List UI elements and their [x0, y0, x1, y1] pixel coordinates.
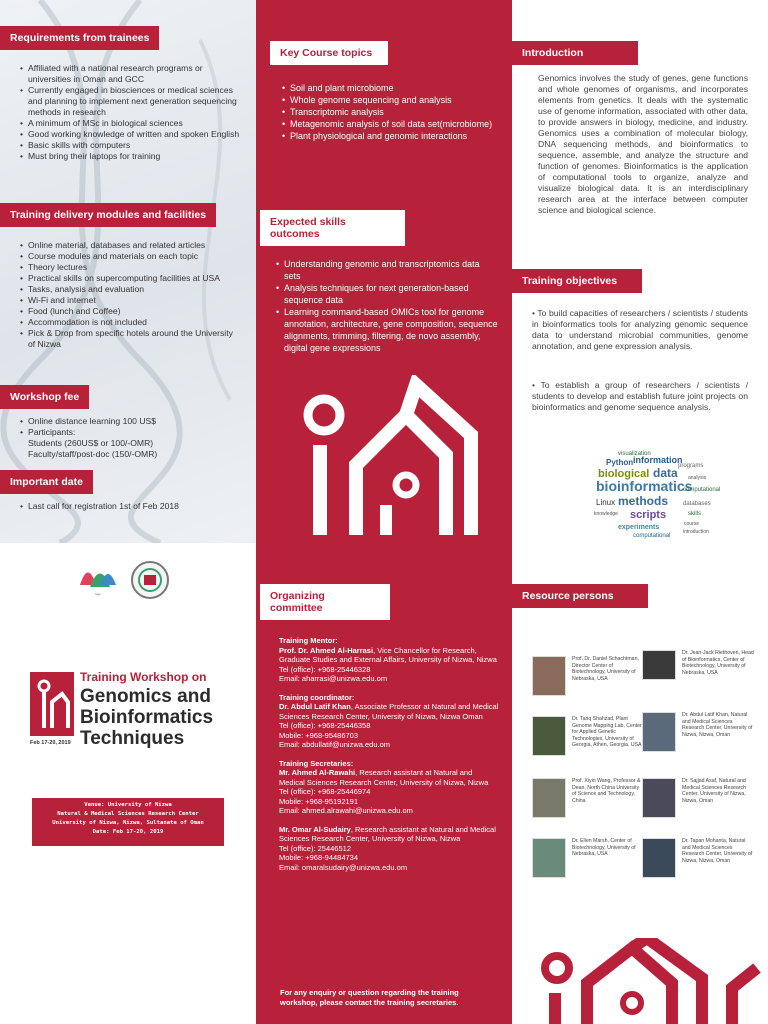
coordinator-name: Dr. Abdul Latif Khan	[279, 702, 351, 711]
list-item: • Theory lectures	[20, 262, 242, 273]
mentor-role: Training Mentor:	[279, 636, 338, 645]
person-photo	[532, 838, 566, 878]
list-item: • Understanding genomic and transcriptomics data sets	[276, 258, 498, 282]
secretaries-role: Training Secretaries:	[279, 758, 354, 768]
enquiry-note: For any enquiry or question regarding the training workshop, please contact the training secretaries.	[280, 988, 459, 1007]
person-desc: Dr. Ellen Marsh, Center of Biotechnology, University of Nebraska, USA	[572, 838, 636, 857]
coordinator-tel: Tel (office): +968-25446358	[279, 721, 371, 730]
list-item: • Food (lunch and Coffee)	[20, 306, 242, 317]
skills-list	[276, 258, 498, 354]
person-photo	[642, 778, 676, 818]
person-photo	[532, 716, 566, 756]
objective-text: To establish a group of researchers / scientists / students to develop and establish future joint projects on bioinformatics and genome sequence analysis.	[532, 380, 748, 412]
mentor-desc: , Vice Chancellor for Research, Graduate Studies and External Affairs, University of Nizwa, Nizwa	[279, 645, 497, 664]
secretary-1-email: Email: ahmed.alrawahi@unizwa.edu.om	[279, 806, 413, 815]
secretary-1-desc: , Research assistant at Natural and Medical Sciences Research Center, University of Nizwa, Nizwa	[279, 768, 489, 787]
person-desc: Prof. Xiyin Wang, Professor & Dean, North China University of Science and Technology, China	[572, 778, 641, 804]
svg-text:logo: logo	[95, 592, 101, 596]
list-item: • A minimum of MSc in biological sciences	[20, 118, 242, 129]
word-cloud	[588, 445, 728, 540]
secretary-2-block	[279, 825, 499, 873]
coordinator-desc: , Associate Professor at Natural and Medical Sciences Research Center, University of Nizwa, Nizwa Oman	[279, 702, 499, 721]
introduction-header: Introduction	[512, 41, 638, 65]
list-item: • Must bring their laptops for training	[20, 151, 242, 162]
objective-text: To build capacities of researchers / scientists / students in bioinformatics tools for analyzing genomic sequence data to understand microbial communities, genome annotation, and gene expression analysis.	[532, 308, 748, 351]
word: visualization	[618, 451, 651, 457]
word: Linux	[596, 498, 616, 507]
list-item: • Wi-Fi and internet	[20, 295, 242, 306]
workshop-date-small: Feb 17-20, 2019	[30, 740, 71, 746]
coordinator-email: Email: abdullatif@unizwa.edu.om	[279, 740, 391, 749]
objectives-1: • To build capacities of researchers / scientists / students in bioinformatics tools for analyzing genomic sequence data to understand microbial communities, genome annotation, and gene expression analysis.	[532, 308, 748, 351]
list-item: • Participants:	[20, 427, 242, 438]
list-item: • Basic skills with computers	[20, 140, 242, 151]
venue-box	[32, 798, 224, 846]
word: biological	[598, 468, 650, 480]
list-item: • Good working knowledge of written and spoken English	[20, 129, 242, 140]
list-item: • Soil and plant microbiome	[282, 82, 497, 94]
list-item: • Currently engaged in biosciences or medical sciences and planning to implement next generation sequencing methods in research	[20, 85, 242, 118]
topics-header: Key Course topics	[270, 41, 388, 65]
person-photo	[642, 712, 676, 752]
word: methods	[618, 494, 669, 508]
word: analysis	[688, 475, 707, 481]
mentor-email: Email: aharrasi@unizwa.edu.om	[279, 674, 388, 683]
institution-logos	[70, 555, 180, 605]
introduction-text: Genomics involves the study of genes, gene functions and whole genomes of organisms, and incorporates elements from genetics. It deals with the systematic use of genome information, associated with other data, to provide answers in biology, medicine, and industry. Genomics uses a combination of molecular biology, DNA sequencing methods, and bioinformatics to sequence, assemble, and analyze the structure and function of genomes. Bioinformatics is the application of computational tools to organize, analyze and visualize biological data. It is an interdisciplinary research area at the interface between computer science and biological science.	[538, 73, 748, 215]
left-bottom-panel	[0, 543, 256, 1024]
mentor-block	[279, 636, 499, 684]
venue-line: Natural & Medical Sciences Research Center	[57, 811, 199, 817]
venue-line: University of Nizwa, Nizwa, Sultanate of Oman	[52, 820, 204, 826]
delivery-header: Training delivery modules and facilities	[0, 203, 216, 227]
secretary-2-name: Mr. Omar Al-Sudairy	[279, 824, 351, 834]
list-item: • Online material, databases and related articles	[20, 240, 242, 251]
mentor-tel: Tel (office): +968-25446328	[279, 664, 371, 674]
circuit-logo-graphic	[296, 375, 496, 543]
list-item: • Online distance learning 100 US$	[20, 416, 242, 427]
requirements-list	[20, 63, 242, 162]
secretary-1-block	[279, 759, 499, 816]
word: course	[684, 521, 700, 527]
word: experiments	[618, 524, 660, 531]
list-item: • Last call for registration 1st of Feb 2018	[20, 501, 242, 512]
list-item: • Affiliated with a national research programs or universities in Oman and GCC	[20, 63, 242, 85]
requirements-header: Requirements from trainees	[0, 26, 159, 50]
word: data	[653, 466, 678, 480]
list-item: • Course modules and materials on each topic	[20, 251, 242, 262]
coordinator-block	[279, 693, 499, 750]
word: skills	[688, 511, 701, 517]
fee-students: Students (260US$ or 100/-OMR)	[28, 438, 154, 448]
fee-list	[20, 416, 242, 438]
delivery-list	[20, 240, 242, 350]
person-desc: Dr. Tariq Shahzad, Plant Genome Mapping Lab, Center for Applied Genetic Technologies, University of Georgia, Athen, Georgia, USA	[572, 716, 642, 748]
objectives-2: • To establish a group of researchers / scientists / students to develop and establish future joint projects on bioinformatics and genome sequence analysis.	[532, 380, 748, 412]
word: information	[633, 455, 683, 465]
mentor-name: Prof. Dr. Ahmed Al-Harrasi	[279, 645, 374, 655]
list-item: • Tasks, analysis and evaluation	[20, 284, 242, 295]
venue-line: Venue: University of Nizwa	[84, 802, 172, 808]
secretary-2-desc: , Research assistant at Natural and Medical Sciences Research Center, University of Nizwa, Nizwa	[279, 824, 496, 843]
person-photo	[532, 656, 566, 696]
person-desc: Dr. Abdul Latif Khan, Natural and Medical Sciences Research Center, University of Nizwa, Nizwa, Oman	[682, 712, 753, 738]
organizing-committee	[279, 636, 499, 881]
person-desc: Prof. Dr. Daniel Schachtman, Director Center of Biotechnology, University of Nebraska, USA	[572, 656, 639, 682]
secretary-1-name: Mr. Ahmed Al-Rawahi	[279, 768, 356, 777]
resources-header: Resource persons	[512, 584, 648, 608]
word: computational	[683, 487, 721, 493]
word: bioinformatics	[596, 478, 693, 494]
person-photo	[642, 838, 676, 878]
word: scripts	[630, 509, 667, 521]
secretary-1-tel: Tel (office): +968-25446974	[279, 787, 371, 796]
fee-sub	[28, 438, 242, 460]
workshop-title-line2: Genomics and Bioinformatics Techniques	[80, 686, 214, 749]
important-date-list	[20, 501, 242, 512]
word: programs	[678, 463, 704, 469]
person-desc: Dr. Jean-Jack Riethoven, Head of Bioinformatics, Center of Biotechnology, University of Nebraska, USA	[682, 650, 754, 676]
venue-line: Date: Feb 17-20, 2019	[92, 829, 164, 835]
fee-header: Workshop fee	[0, 385, 89, 409]
workshop-title-line1: Training Workshop on	[80, 670, 207, 684]
list-item: • Analysis techniques for next generation-based sequence data	[276, 282, 498, 306]
organizing-header: Organizing committee	[260, 584, 390, 620]
circuit-logo-graphic-small	[537, 938, 767, 1024]
person-photo	[532, 778, 566, 818]
coordinator-mobile: Mobile: +968-95486703	[279, 730, 359, 740]
list-item: • Learning command-based OMICs tool for genome annotation, architecture, gene composition, sequence alignments, trimming, filtering, de novo assembly, digital gene expressions	[276, 306, 498, 354]
secretary-2-mobile: Mobile: +968-94484734	[279, 853, 359, 862]
list-item: • Pick & Drop from specific hotels around the University of Nizwa	[20, 328, 242, 350]
list-item: • Plant physiological and genomic interactions	[282, 130, 497, 142]
word: knowledge	[594, 511, 618, 517]
list-item: • Whole genome sequencing and analysis	[282, 94, 497, 106]
objectives-header: Training objectives	[512, 269, 642, 293]
list-item: • Practical skills on supercomputing facilities at USA	[20, 273, 242, 284]
list-item: • Metagenomic analysis of soil data set(microbiome)	[282, 118, 497, 130]
fee-faculty: Faculty/staff/post-doc (150/-OMR)	[28, 449, 158, 459]
topics-list	[282, 82, 497, 142]
workshop-logo-icon	[30, 672, 74, 736]
person-desc: Dr. Tapan Mohanta, Natural and Medical Sciences Research Center, University of Nizwa, Nizwa, Oman	[682, 838, 753, 864]
skills-header: Expected skills outcomes	[260, 210, 405, 246]
word: databases	[683, 501, 711, 507]
important-date-header: Important date	[0, 470, 93, 494]
secretary-1-mobile: Mobile: +968-95192191	[279, 796, 359, 806]
list-item: • Accommodation is not included	[20, 317, 242, 328]
secretary-2-tel: Tel (office): 25446512	[279, 843, 351, 853]
list-item: • Transcriptomic analysis	[282, 106, 497, 118]
coordinator-role: Training coordinator:	[279, 692, 355, 702]
person-photo	[642, 650, 676, 680]
word: introduction	[683, 529, 709, 535]
person-desc: Dr. Sajjad Asaf, Natural and Medical Sciences Research Center, University of Nizwa, Nizwa, Oman	[682, 778, 747, 804]
word: computational	[633, 533, 671, 539]
secretary-2-email: Email: omaralsudairy@unizwa.edu.om	[279, 862, 408, 872]
word: Python	[606, 458, 634, 467]
